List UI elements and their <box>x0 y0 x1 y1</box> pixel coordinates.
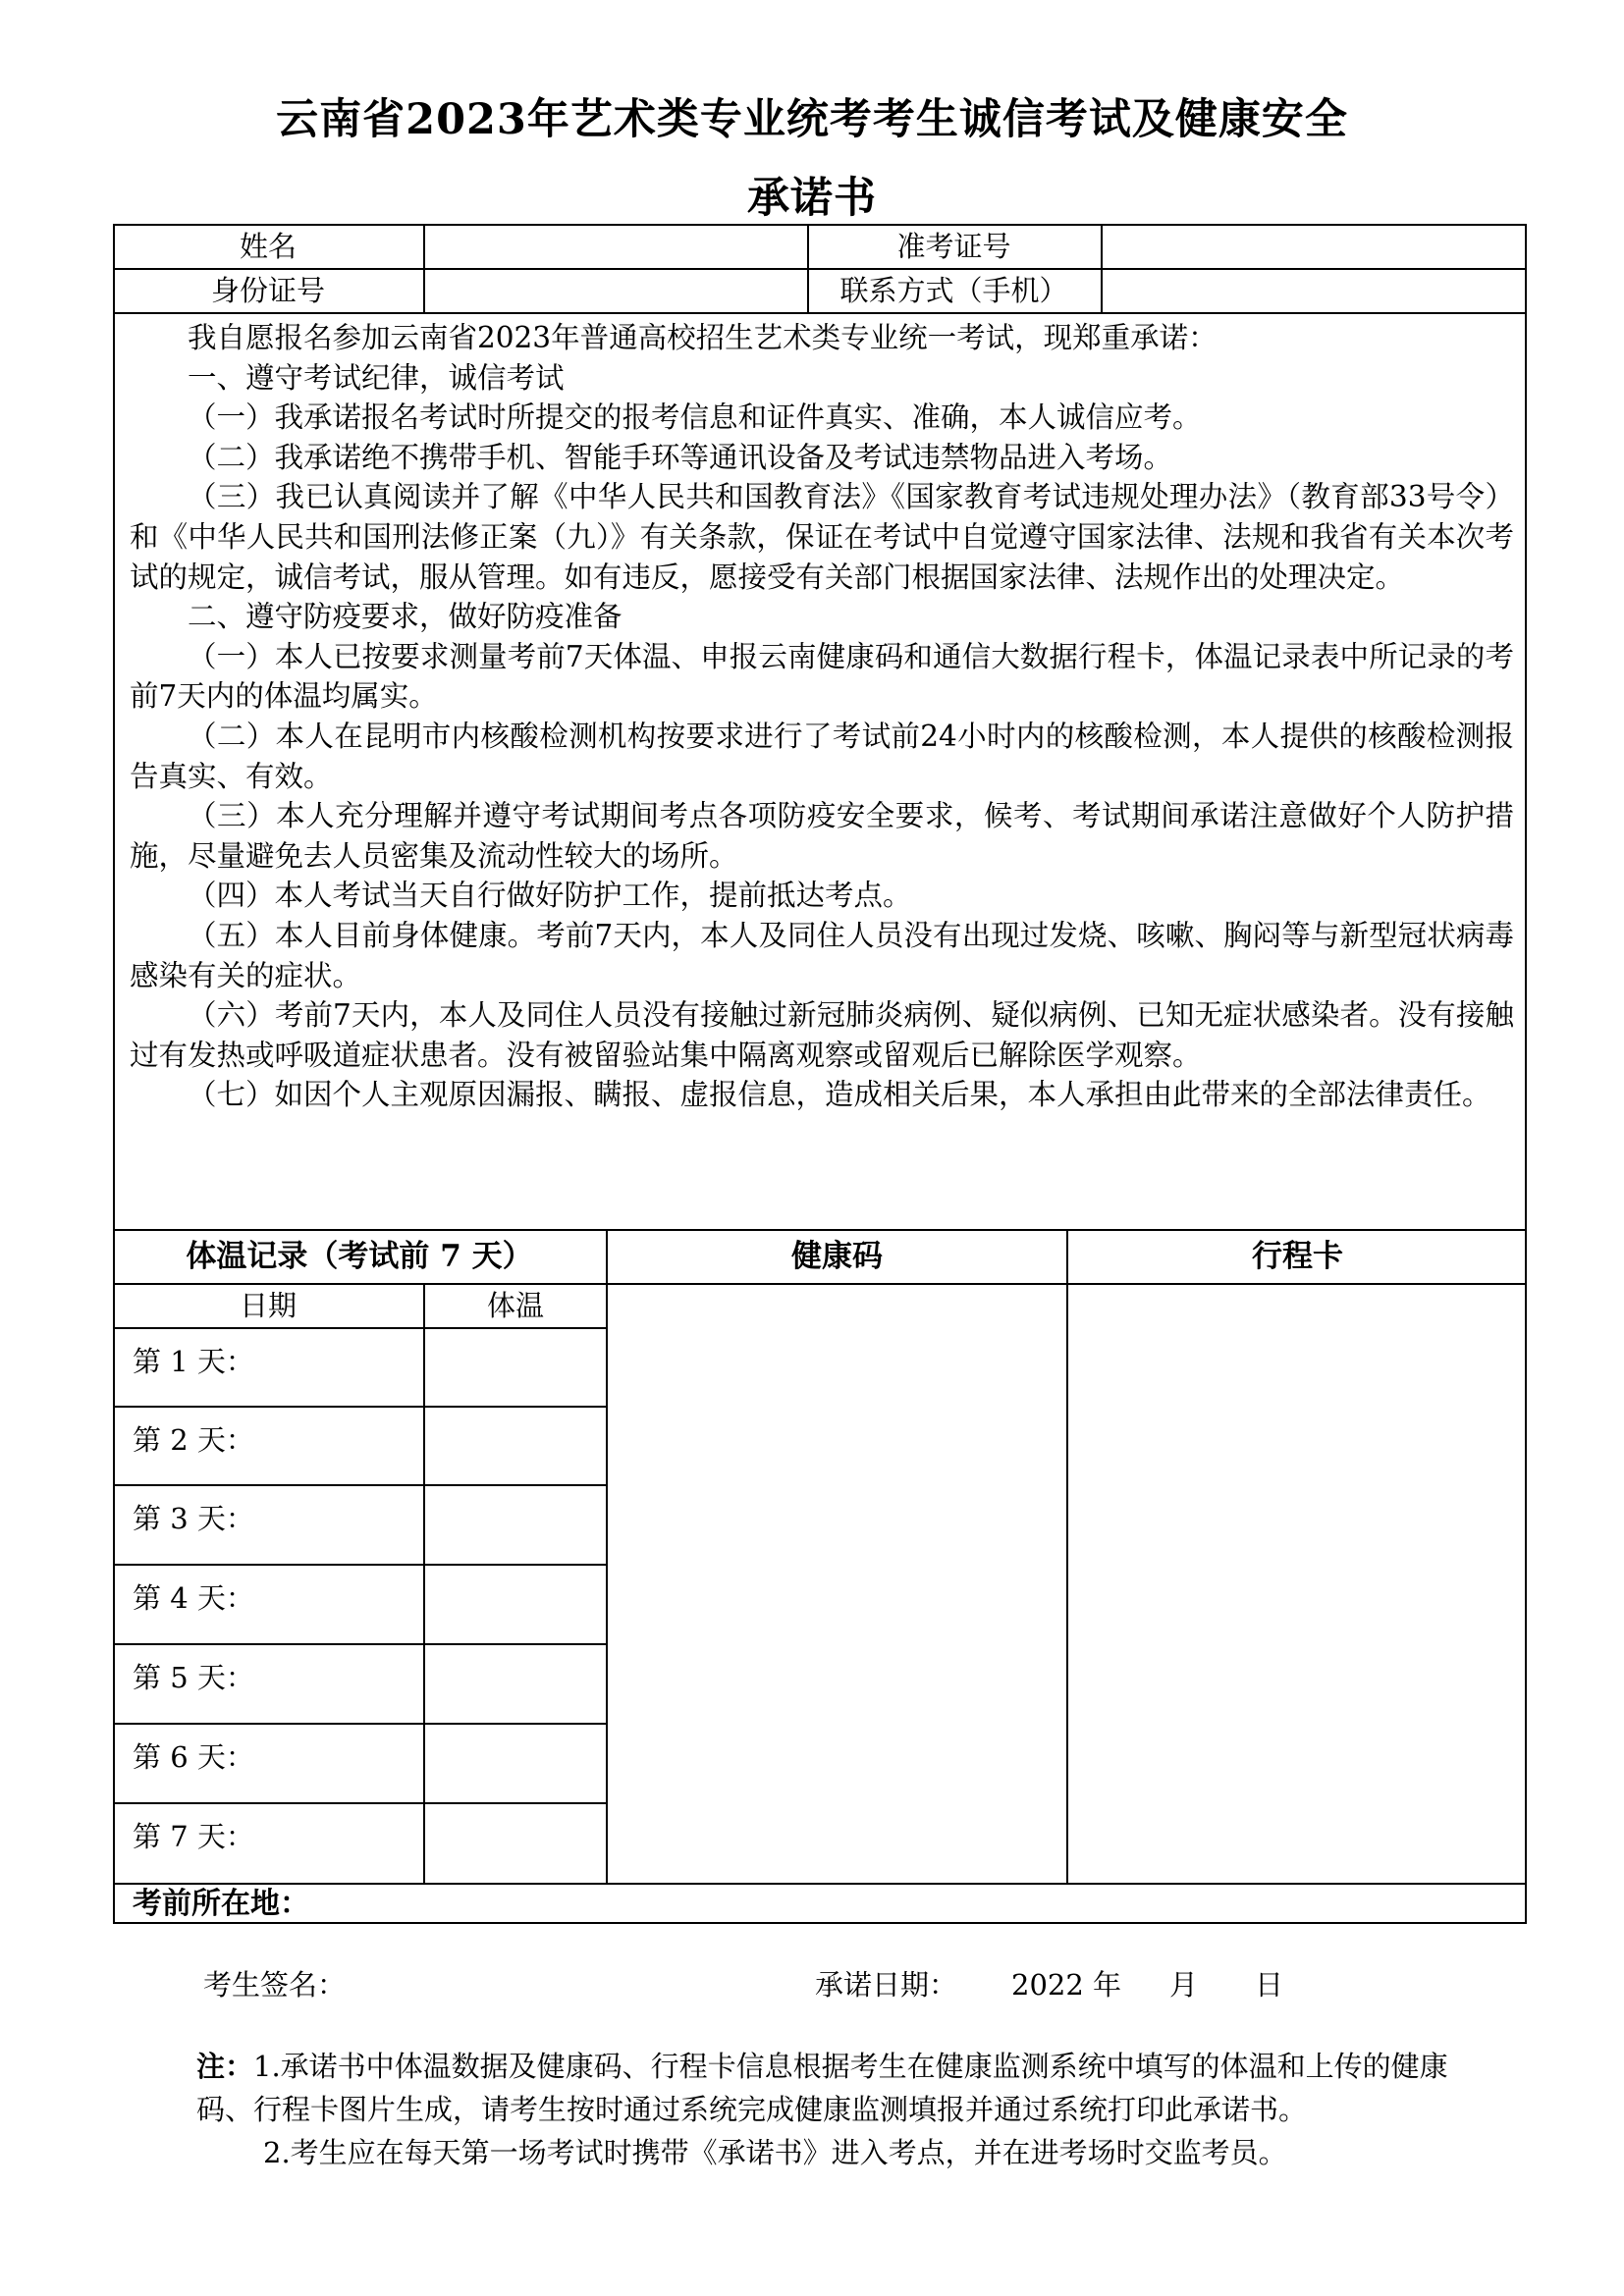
itinerary-card-header: 行程卡 <box>1252 1239 1343 1274</box>
temperature-input[interactable] <box>425 1566 606 1643</box>
table-rule <box>113 1883 1527 1885</box>
commitment-item: （一）本人已按要求测量考前7天体温、申报云南健康码和通信大数据行程卡，体温记录表中所记录的考前7天内的体温均属实。 <box>130 639 1514 714</box>
signature-label: 考生签名： <box>203 1968 347 2002</box>
exam-number-field[interactable] <box>1103 225 1525 268</box>
phone-field[interactable] <box>1103 269 1525 312</box>
day-label: 第 5 天： <box>133 1661 254 1694</box>
temperature-input[interactable] <box>425 1804 606 1883</box>
commitment-day: 日 <box>1255 1968 1284 2002</box>
temperature-input[interactable] <box>425 1408 606 1484</box>
commitment-item: （三）我已认真阅读并了解《中华人民共和国教育法》《国家教育考试违规处理办法》（教育部33号令）和《中华人民共和国刑法修正案（九）》有关条款，保证在考试中自觉遵守国家法律、法规和我省有关本次考试的规定，诚信考试，服从管理。如有违反，愿接受有关部门根据国家法律、法规作出的处理决定。 <box>130 480 1514 594</box>
section-heading: 一、遵守考试纪律，诚信考试 <box>188 360 565 395</box>
pre-exam-location-label: 考前所在地： <box>133 1887 309 1921</box>
commitment-item: （五）本人目前身体健康。考前7天内，本人及同住人员没有出现过发烧、咳嗽、胸闷等与新型冠状病毒感染有关的症状。 <box>130 918 1514 992</box>
notes <box>196 2045 1463 2174</box>
section-heading: 二、遵守防疫要求，做好防疫准备 <box>188 600 623 634</box>
commitment-item: （四）本人考试当天自行做好防护工作，提前抵达考点。 <box>188 879 912 913</box>
note-item: 2.考生应在每天第一场考试时携带《承诺书》进入考点，并在进考场时交监考员。 <box>263 2136 1287 2169</box>
temperature-input[interactable] <box>425 1645 606 1723</box>
commitment-text <box>130 318 1514 1115</box>
day-label: 第 3 天： <box>133 1502 254 1535</box>
commitment-year: 2022 年 <box>1011 1968 1122 2002</box>
temperature-input[interactable] <box>425 1725 606 1802</box>
commitment-item: （二）本人在昆明市内核酸检测机构按要求进行了考试前24小时内的核酸检测，本人提供的核酸检测报告真实、有效。 <box>130 719 1514 793</box>
table-rule <box>113 312 1527 314</box>
temperature-input[interactable] <box>425 1329 606 1406</box>
id-number-label: 身份证号 <box>210 274 325 307</box>
itinerary-card-image-area[interactable] <box>1068 1285 1526 1882</box>
day-label: 第 1 天： <box>133 1345 254 1378</box>
commitment-item: （三）本人充分理解并遵守考试期间考点各项防疫安全要求，候考、考试期间承诺注意做好个人防护措施，尽量避免去人员密集及流动性较大的场所。 <box>130 799 1514 873</box>
day-label: 第 2 天： <box>133 1423 254 1457</box>
temperature-input[interactable] <box>425 1486 606 1564</box>
health-code-image-area[interactable] <box>608 1285 1065 1882</box>
temperature-record-header: 体温记录（考试前 7 天） <box>186 1239 533 1274</box>
day-label: 第 7 天： <box>133 1820 254 1853</box>
document-subtitle: 承诺书 <box>747 174 877 223</box>
day-label: 第 6 天： <box>133 1740 254 1774</box>
name-field[interactable] <box>425 225 807 268</box>
name-label: 姓名 <box>239 230 297 263</box>
commitment-item: （一）我承诺报名考试时所提交的报考信息和证件真实、准确，本人诚信应考。 <box>188 400 1202 435</box>
commitment-month: 月 <box>1169 1968 1199 2002</box>
date-column-header: 日期 <box>239 1289 297 1322</box>
commitment-item: （七）如因个人主观原因漏报、瞒报、虚报信息，造成相关后果，本人承担由此带来的全部法律责任。 <box>188 1078 1491 1112</box>
temperature-column-header: 体温 <box>486 1289 544 1322</box>
commitment-item: （六）考前7天内，本人及同住人员没有接触过新冠肺炎病例、疑似病例、已知无症状感染者。没有接触过有发热或呼吸道症状患者。没有被留验站集中隔离观察或留观后已解除医学观察。 <box>130 998 1514 1072</box>
commitment-intro: 我自愿报名参加云南省2023年普通高校招生艺术类专业统一考试，现郑重承诺： <box>188 321 1218 354</box>
commitment-date-label: 承诺日期： <box>815 1968 958 2002</box>
id-number-field[interactable] <box>425 269 807 312</box>
day-label: 第 4 天： <box>133 1581 254 1615</box>
note-item: 1.承诺书中体温数据及健康码、行程卡信息根据考生在健康监测系统中填写的体温和上传的健康码、行程卡图片生成，请考生按时通过系统完成健康监测填报并通过系统打印此承诺书。 <box>196 2050 1448 2126</box>
commitment-item: （二）我承诺绝不携带手机、智能手环等通讯设备及考试违禁物品进入考场。 <box>188 440 1173 474</box>
notes-prefix: 注： <box>196 2050 254 2083</box>
phone-label: 联系方式（手机） <box>839 274 1068 307</box>
exam-number-label: 准考证号 <box>896 230 1011 263</box>
health-code-header: 健康码 <box>791 1239 883 1274</box>
document-title: 云南省2023年艺术类专业统考考生诚信考试及健康安全 <box>276 95 1348 144</box>
